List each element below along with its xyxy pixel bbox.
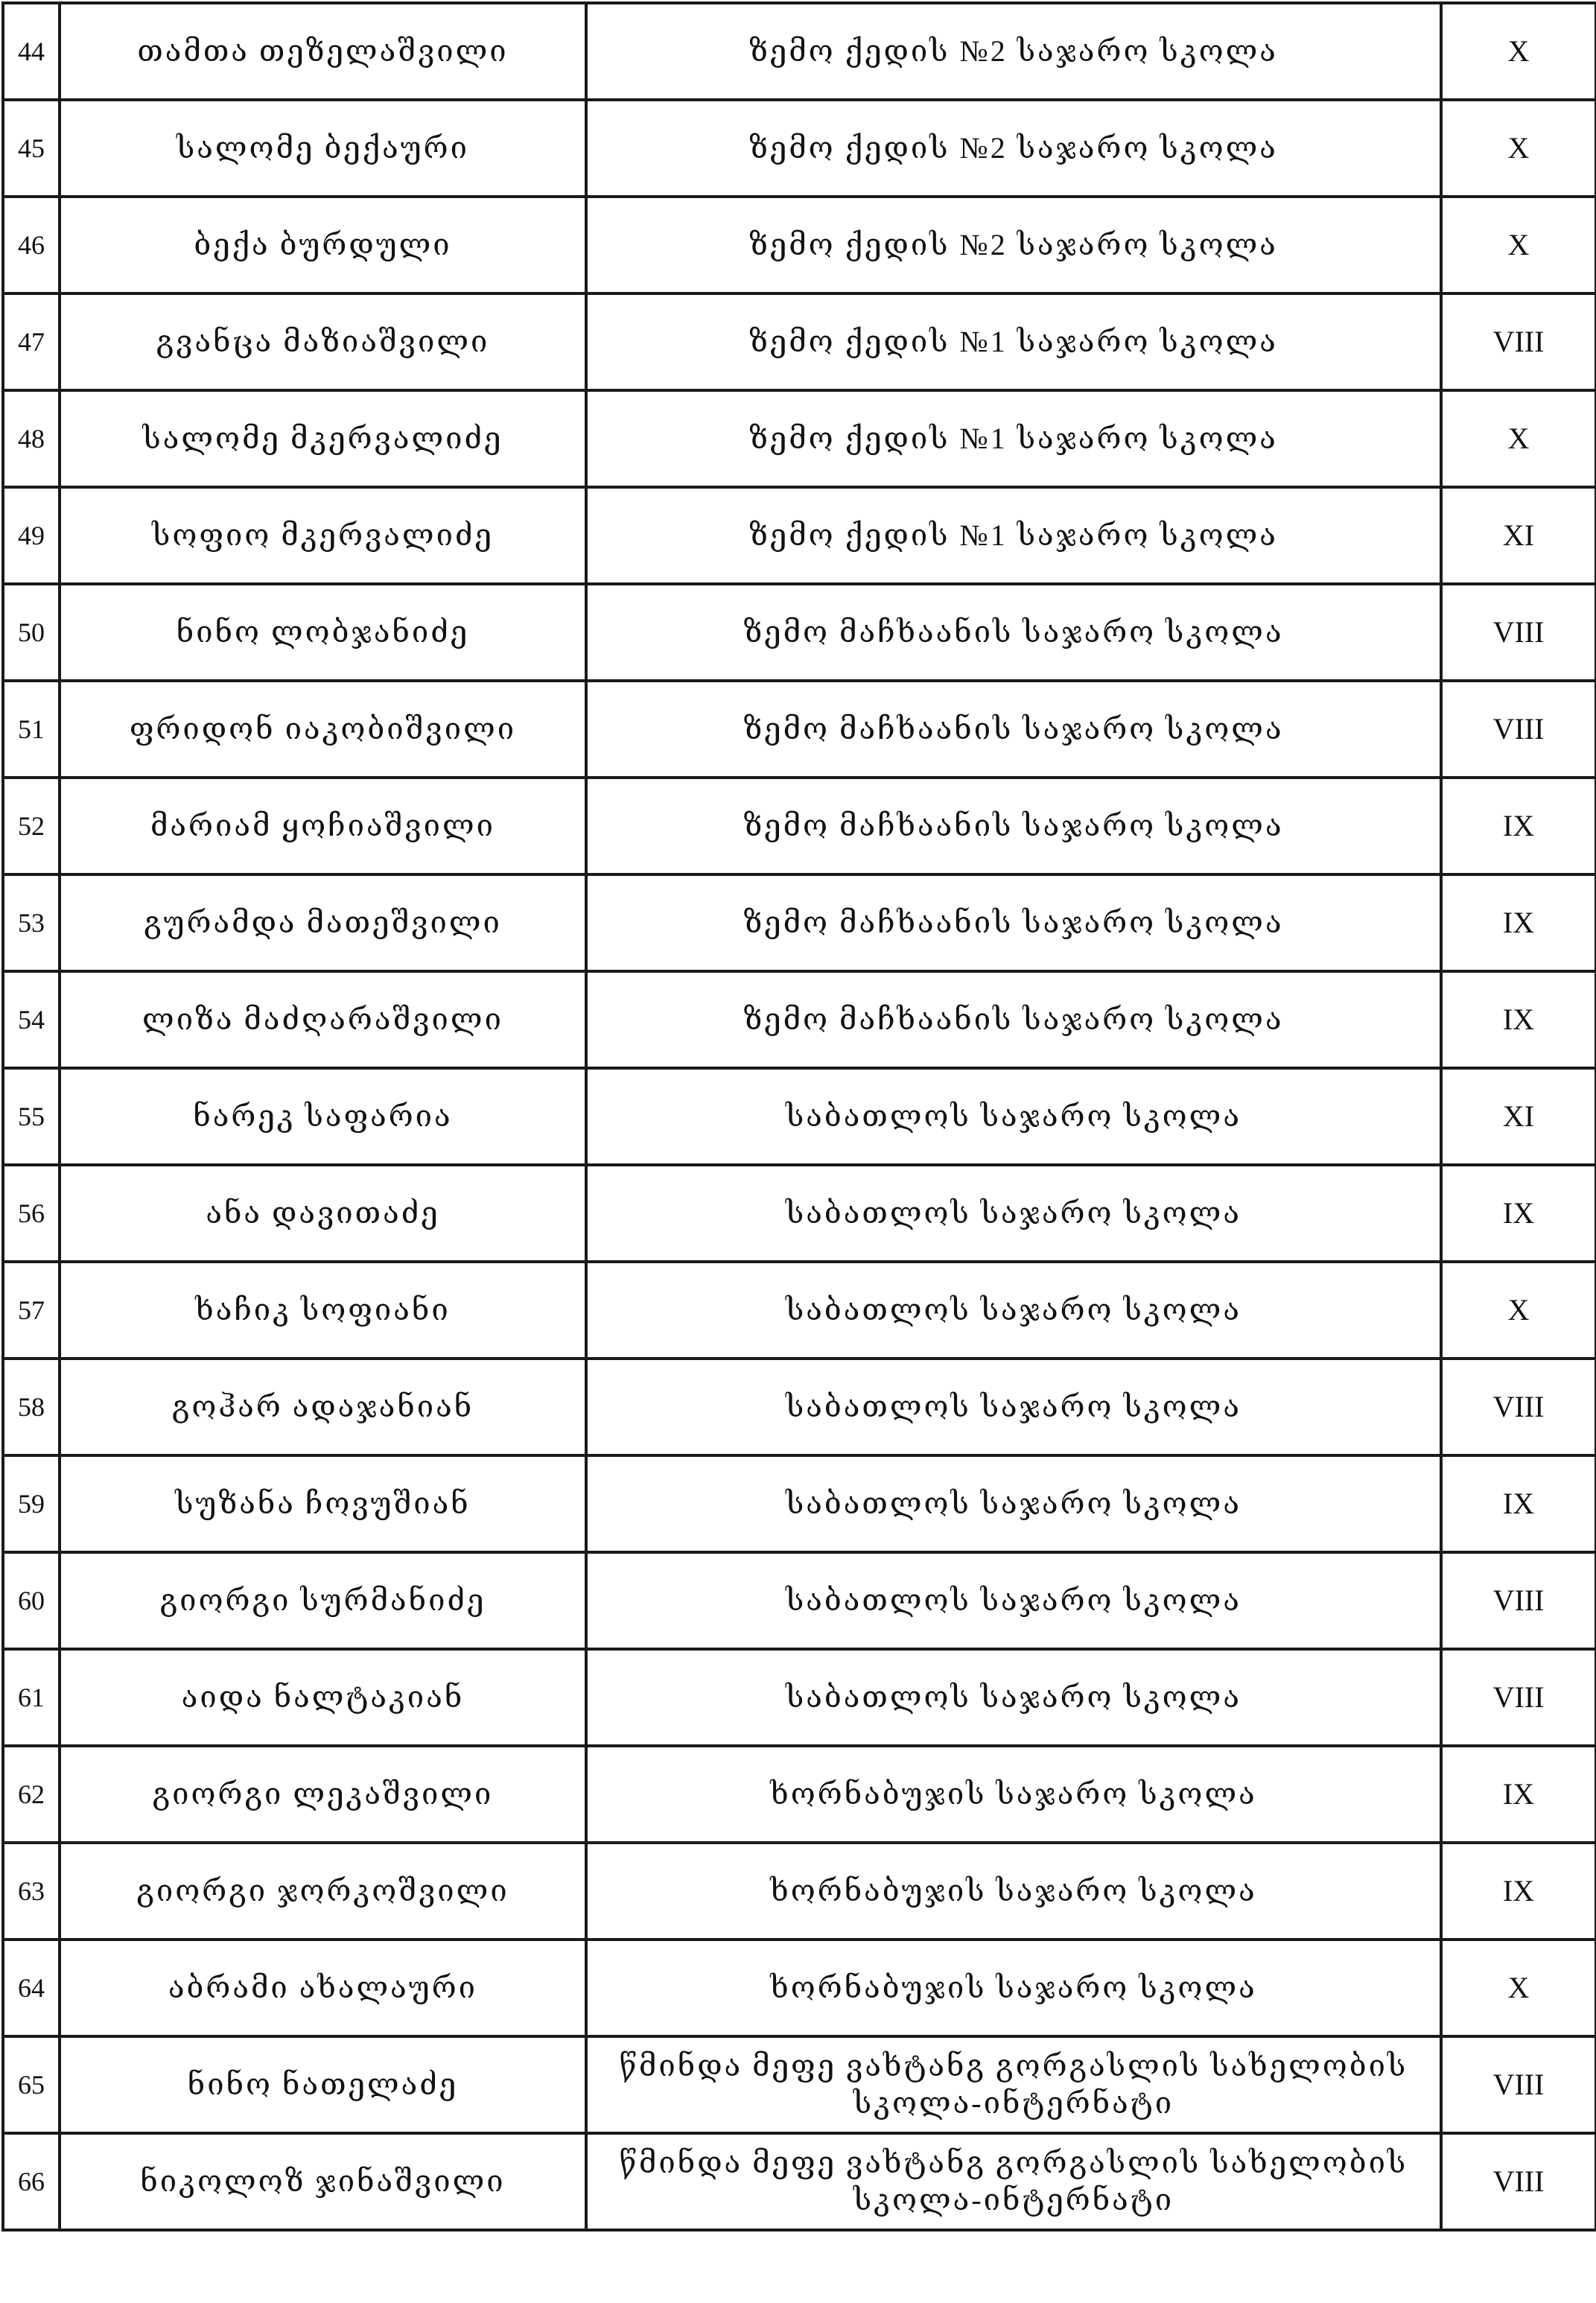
- school-name: ხორნაბუჯის საჯარო სკოლა: [586, 1843, 1441, 1940]
- student-name: გოჰარ ადაჯანიან: [60, 1359, 586, 1455]
- row-number: 44: [3, 3, 60, 100]
- grade: VIII: [1441, 1552, 1596, 1649]
- school-name: ზემო მაჩხაანის საჯარო სკოლა: [586, 584, 1441, 681]
- grade: VIII: [1441, 2036, 1596, 2133]
- school-name: ზემო ქედის №2 საჯარო სკოლა: [586, 3, 1441, 100]
- grade: IX: [1441, 1455, 1596, 1552]
- grade: VIII: [1441, 293, 1596, 390]
- row-number: 56: [3, 1165, 60, 1262]
- grade: VIII: [1441, 681, 1596, 778]
- school-name: წმინდა მეფე ვახტანგ გორგასლის სახელობის სკოლა-ინტერნატი: [586, 2133, 1441, 2230]
- grade: VIII: [1441, 584, 1596, 681]
- school-name: ზემო ქედის №1 საჯარო სკოლა: [586, 487, 1441, 584]
- student-name: გიორგი ლეკაშვილი: [60, 1746, 586, 1843]
- grade: IX: [1441, 1746, 1596, 1843]
- table-row: [3, 1940, 1596, 2036]
- student-name: გიორგი სურმანიძე: [60, 1552, 586, 1649]
- student-name: ბექა ბურდული: [60, 197, 586, 293]
- grade: VIII: [1441, 1649, 1596, 1746]
- table-row: [3, 1165, 1596, 1262]
- school-name: საბათლოს საჯარო სკოლა: [586, 1455, 1441, 1552]
- student-name: ნინო ნათელაძე: [60, 2036, 586, 2133]
- row-number: 63: [3, 1843, 60, 1940]
- student-name: ნარეკ საფარია: [60, 1068, 586, 1165]
- table-row: [3, 390, 1596, 487]
- student-name: აიდა ნალტაკიან: [60, 1649, 586, 1746]
- row-number: 58: [3, 1359, 60, 1455]
- school-name: ხორნაბუჯის საჯარო სკოლა: [586, 1940, 1441, 2036]
- row-number: 60: [3, 1552, 60, 1649]
- table-row: [3, 1455, 1596, 1552]
- row-number: 62: [3, 1746, 60, 1843]
- row-number: 64: [3, 1940, 60, 2036]
- school-name: საბათლოს საჯარო სკოლა: [586, 1262, 1441, 1359]
- grade: IX: [1441, 971, 1596, 1068]
- student-name: სოფიო მკერვალიძე: [60, 487, 586, 584]
- row-number: 45: [3, 100, 60, 197]
- student-name: თამთა თეზელაშვილი: [60, 3, 586, 100]
- school-name: საბათლოს საჯარო სკოლა: [586, 1649, 1441, 1746]
- row-number: 48: [3, 390, 60, 487]
- student-name: ლიზა მაძღარაშვილი: [60, 971, 586, 1068]
- school-name: საბათლოს საჯარო სკოლა: [586, 1552, 1441, 1649]
- school-name: ზემო მაჩხაანის საჯარო სკოლა: [586, 778, 1441, 874]
- table-row: [3, 584, 1596, 681]
- table-row: [3, 3, 1596, 100]
- grade: X: [1441, 1262, 1596, 1359]
- table-row: [3, 1359, 1596, 1455]
- school-name: ზემო ქედის №1 საჯარო სკოლა: [586, 293, 1441, 390]
- student-name: სალომე მკერვალიძე: [60, 390, 586, 487]
- school-name: საბათლოს საჯარო სკოლა: [586, 1359, 1441, 1455]
- table-row: [3, 100, 1596, 197]
- student-name: გვანცა მაზიაშვილი: [60, 293, 586, 390]
- grade: XI: [1441, 487, 1596, 584]
- table-row: [3, 1746, 1596, 1843]
- school-name: ხორნაბუჯის საჯარო სკოლა: [586, 1746, 1441, 1843]
- table-row: [3, 1843, 1596, 1940]
- row-number: 55: [3, 1068, 60, 1165]
- row-number: 65: [3, 2036, 60, 2133]
- student-name: ფრიდონ იაკობიშვილი: [60, 681, 586, 778]
- row-number: 52: [3, 778, 60, 874]
- row-number: 66: [3, 2133, 60, 2230]
- table-row: [3, 1262, 1596, 1359]
- grade: IX: [1441, 874, 1596, 971]
- participants-table: [1, 1, 1596, 2231]
- table-row: [3, 2133, 1596, 2230]
- student-name: ნიკოლოზ ჯინაშვილი: [60, 2133, 586, 2230]
- table-row: [3, 778, 1596, 874]
- row-number: 46: [3, 197, 60, 293]
- table-row: [3, 1552, 1596, 1649]
- grade: X: [1441, 390, 1596, 487]
- school-name: საბათლოს საჯარო სკოლა: [586, 1165, 1441, 1262]
- row-number: 49: [3, 487, 60, 584]
- school-name: ზემო ქედის №1 საჯარო სკოლა: [586, 390, 1441, 487]
- row-number: 54: [3, 971, 60, 1068]
- grade: X: [1441, 100, 1596, 197]
- grade: IX: [1441, 1165, 1596, 1262]
- row-number: 50: [3, 584, 60, 681]
- grade: IX: [1441, 778, 1596, 874]
- table-row: [3, 2036, 1596, 2133]
- student-name: სალომე ბექაური: [60, 100, 586, 197]
- student-name: სუზანა ჩოვუშიან: [60, 1455, 586, 1552]
- row-number: 51: [3, 681, 60, 778]
- row-number: 59: [3, 1455, 60, 1552]
- table-row: [3, 874, 1596, 971]
- row-number: 61: [3, 1649, 60, 1746]
- school-name: ზემო მაჩხაანის საჯარო სკოლა: [586, 971, 1441, 1068]
- grade: IX: [1441, 1843, 1596, 1940]
- school-name: ზემო მაჩხაანის საჯარო სკოლა: [586, 874, 1441, 971]
- table-row: [3, 293, 1596, 390]
- grade: XI: [1441, 1068, 1596, 1165]
- student-name: ანა დავითაძე: [60, 1165, 586, 1262]
- table-row: [3, 1649, 1596, 1746]
- participants-table-body: [3, 3, 1596, 2230]
- school-name: წმინდა მეფე ვახტანგ გორგასლის სახელობის სკოლა-ინტერნატი: [586, 2036, 1441, 2133]
- table-row: [3, 197, 1596, 293]
- table-row: [3, 971, 1596, 1068]
- school-name: ზემო მაჩხაანის საჯარო სკოლა: [586, 681, 1441, 778]
- student-name: გურამდა მათეშვილი: [60, 874, 586, 971]
- school-name: ზემო ქედის №2 საჯარო სკოლა: [586, 197, 1441, 293]
- grade: VIII: [1441, 1359, 1596, 1455]
- table-row: [3, 487, 1596, 584]
- row-number: 57: [3, 1262, 60, 1359]
- student-name: აბრამი ახალაური: [60, 1940, 586, 2036]
- row-number: 53: [3, 874, 60, 971]
- student-name: ნინო ლობჯანიძე: [60, 584, 586, 681]
- school-name: საბათლოს საჯარო სკოლა: [586, 1068, 1441, 1165]
- student-name: მარიამ ყოჩიაშვილი: [60, 778, 586, 874]
- table-row: [3, 1068, 1596, 1165]
- grade: VIII: [1441, 2133, 1596, 2230]
- student-name: ხაჩიკ სოფიანი: [60, 1262, 586, 1359]
- grade: X: [1441, 3, 1596, 100]
- student-name: გიორგი ჯორკოშვილი: [60, 1843, 586, 1940]
- school-name: ზემო ქედის №2 საჯარო სკოლა: [586, 100, 1441, 197]
- table-row: [3, 681, 1596, 778]
- grade: X: [1441, 197, 1596, 293]
- row-number: 47: [3, 293, 60, 390]
- grade: X: [1441, 1940, 1596, 2036]
